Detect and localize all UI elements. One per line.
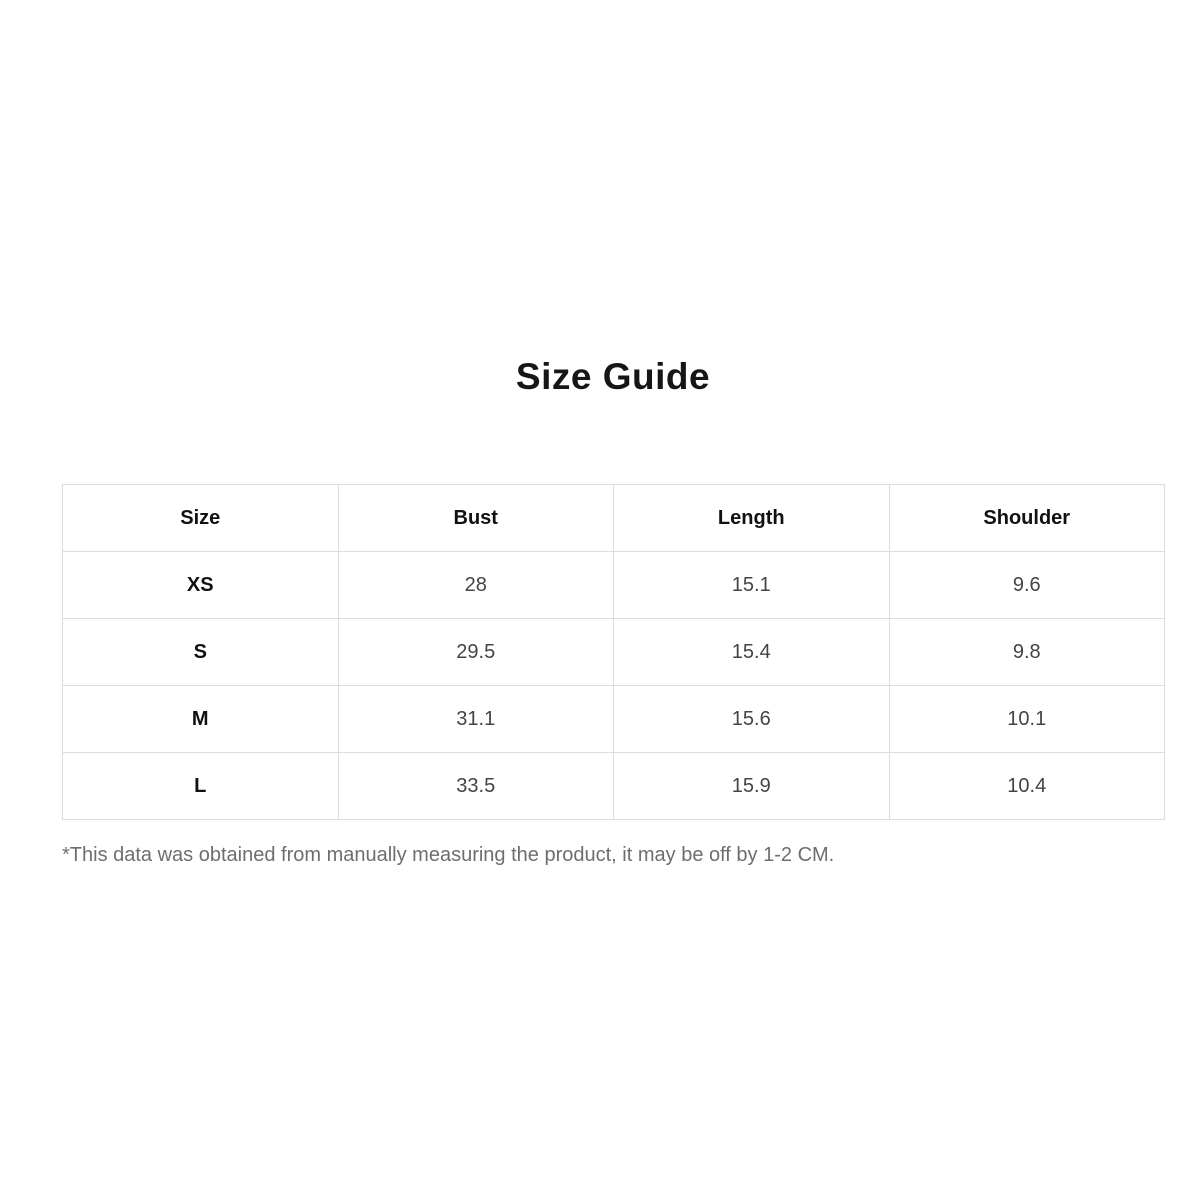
bust-cell: 33.5	[338, 753, 614, 820]
column-header-length: Length	[614, 485, 890, 552]
size-cell: L	[63, 753, 339, 820]
page-title: Size Guide	[515, 356, 711, 397]
size-cell: M	[63, 686, 339, 753]
table-row	[63, 686, 1165, 753]
bust-cell: 31.1	[338, 686, 614, 753]
shoulder-cell: 9.8	[889, 619, 1165, 686]
table-header-row	[63, 485, 1165, 552]
table-row	[63, 753, 1165, 820]
length-cell: 15.9	[614, 753, 890, 820]
table-row	[63, 552, 1165, 619]
size-guide-table	[62, 484, 1165, 820]
length-cell: 15.4	[614, 619, 890, 686]
shoulder-cell: 10.4	[889, 753, 1165, 820]
measurement-note: *This data was obtained from manually measuring the product, it may be off by 1-2 CM.	[62, 844, 835, 866]
table-row	[63, 619, 1165, 686]
column-header-shoulder: Shoulder	[889, 485, 1165, 552]
size-cell: S	[63, 619, 339, 686]
bust-cell: 29.5	[338, 619, 614, 686]
column-header-bust: Bust	[338, 485, 614, 552]
shoulder-cell: 9.6	[889, 552, 1165, 619]
length-cell: 15.6	[614, 686, 890, 753]
shoulder-cell: 10.1	[889, 686, 1165, 753]
column-header-size: Size	[63, 485, 339, 552]
bust-cell: 28	[338, 552, 614, 619]
length-cell: 15.1	[614, 552, 890, 619]
size-cell: XS	[63, 552, 339, 619]
